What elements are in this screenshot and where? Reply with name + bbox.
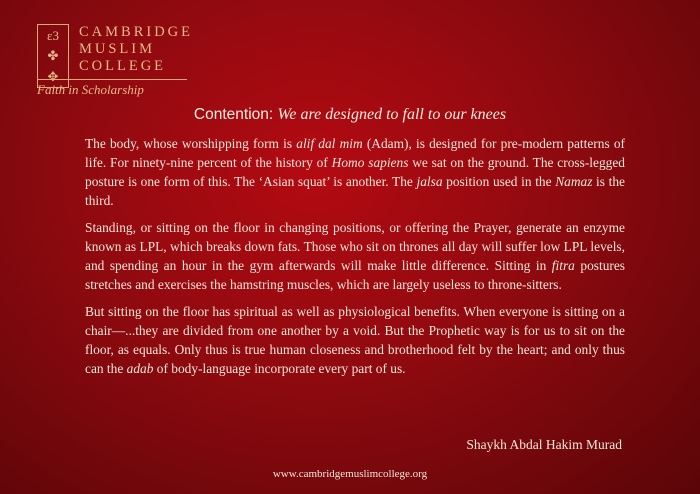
college-name-line: MUSLIM xyxy=(79,41,156,57)
title-text: We are designed to fall to our knees xyxy=(277,106,507,123)
paragraph: The body, whose worshipping form is alif dal mim (Adam), is designed for pre-modern patterns of life. For ninety-nine percent of the history of Homo sapiens we sat on the ground. The cross-legged posture is one form of this. The ‘Asian squat’ is another. The jalsa position used in the Namaz is the third. xyxy=(85,136,625,208)
body-text xyxy=(85,134,625,386)
italic-term: alif dal mim xyxy=(296,136,363,151)
italic-term: fitra xyxy=(551,258,575,273)
website-link[interactable]: www.cambridgemuslimcollege.org xyxy=(272,468,428,480)
crest-symbol: ✤ xyxy=(47,48,59,64)
italic-term: Homo sapiens xyxy=(331,155,409,170)
italic-term: jalsa xyxy=(416,174,443,189)
crest-symbol: ✥ xyxy=(47,69,59,85)
author-name: Shaykh Abdal Hakim Murad xyxy=(466,437,622,452)
college-name-line: COLLEGE xyxy=(79,58,167,74)
page-title xyxy=(0,106,700,124)
crest-symbol: ɛ3 xyxy=(47,27,59,43)
college-tagline: Faith in Scholarship xyxy=(37,79,187,98)
italic-term: adab xyxy=(126,361,154,376)
italic-term: Namaz xyxy=(555,174,593,189)
paragraph: Standing, or sitting on the floor in changing positions, or offering the Prayer, generate an enzyme known as LPL, which breaks down fats. Those who sit on thrones all day will suffer low LPL levels, and spending an hour in the gym afterwards will make little difference. Sitting in fitra postures stretches and exercises the hamstring muscles, which are largely useless to throne-sitters. xyxy=(85,220,626,292)
college-name-line: CAMBRIDGE xyxy=(79,24,194,40)
title-label: Contention: xyxy=(193,106,274,123)
paragraph: But sitting on the floor has spiritual as well as physiological benefits. When everyone is sitting on a chair—...they are divided from one another by a void. But the Prophetic way is for us to sit on the floor, as equals. Only thus is true human closeness and brotherhood felt by the heart; and only thus can the adab of body-language incorporate every part of us. xyxy=(85,304,625,376)
